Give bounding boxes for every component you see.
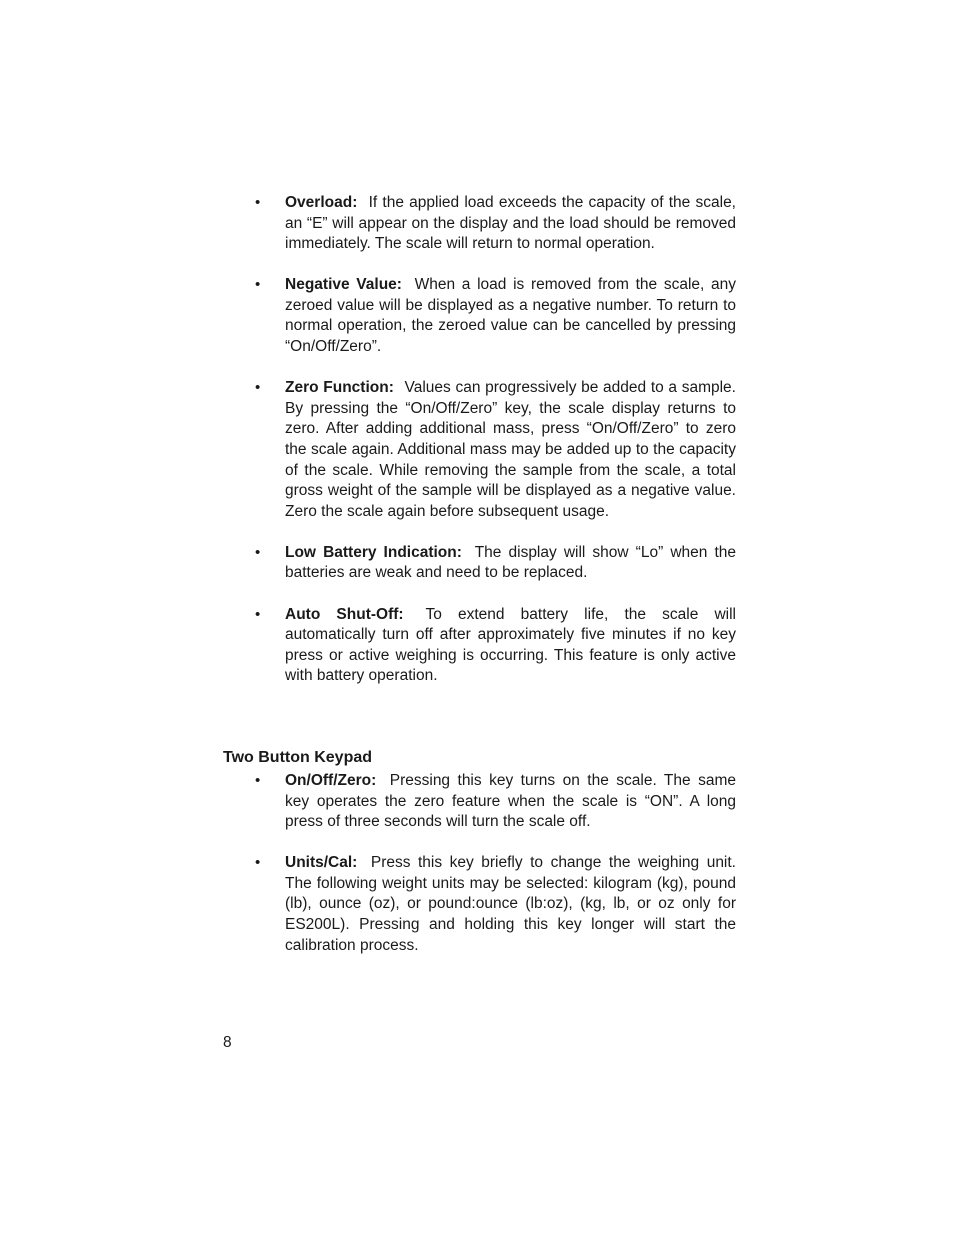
item-text: Pressing this key turns on the scale. The same key operates the zero feature when the scale is “ON”. A long press of three seconds will turn the scale off. [285,772,736,831]
list-item-units-cal [252,853,736,956]
item-text: If the applied load exceeds the capacity of the scale, an “E” will appear on the display and the load should be removed immediately. The scale will return to normal operation. [285,194,736,253]
item-term: Auto Shut-Off: [285,605,404,623]
bullet-icon: • [255,379,261,397]
item-term: Low Battery Indication: [285,543,462,561]
bullet-icon: • [255,854,261,872]
list-item-negative-value [252,275,736,357]
bullet-icon: • [255,194,261,211]
list-item-auto-shut-off [252,605,736,687]
bullet-icon: • [255,772,261,789]
item-text: When a load is removed from the scale, any zeroed value will be displayed as a negative number. To return to normal operation, the zeroed value can be cancelled by pressing “On/Off/Zero”. [285,276,736,356]
page-number: 8 [223,1034,232,1051]
bullet-icon: • [255,276,261,294]
section-heading: Two Button Keypad [223,749,373,766]
item-text: The display will show “Lo” when the batteries are weak and need to be replaced. [285,543,737,582]
bullet-icon: • [255,543,261,561]
list-item-zero-function [252,378,736,522]
item-text: To extend battery life, the scale will automatically turn off after approximately five minutes if no key press or active weighing is occurring. This feature is only active with battery operation. [285,605,736,685]
list-item-overload [252,193,736,255]
item-term: Units/Cal: [285,854,358,872]
item-term: On/Off/Zero: [285,772,377,789]
item-term: Negative Value: [285,276,402,294]
keypad-list [252,771,736,977]
item-term: Zero Function: [285,379,394,397]
list-item-on-off-zero [252,771,736,833]
item-term: Overload: [285,194,358,211]
feature-list [252,193,736,707]
list-item-low-battery [252,543,736,584]
item-text: Values can progressively be added to a sample. By pressing the “On/Off/Zero” key, the scale display returns to zero. After adding additional mass, press “On/Off/Zero” to zero the scale again. Additional mass may be added up to the capacity of the scale. While removing the sample from the scale, a total gross weight of the sample will be displayed as a negative value. Zero the scale again before subsequent usage. [285,379,736,520]
bullet-icon: • [255,605,261,623]
item-text: Press this key briefly to change the weighing unit. The following weight units may be selected: kilogram (kg), pound (lb), ounce (oz), or pound:ounce (lb:oz), (kg, lb, or oz only for ES200L). Pressing and holding this key longer will start the calibration process. [285,854,736,954]
